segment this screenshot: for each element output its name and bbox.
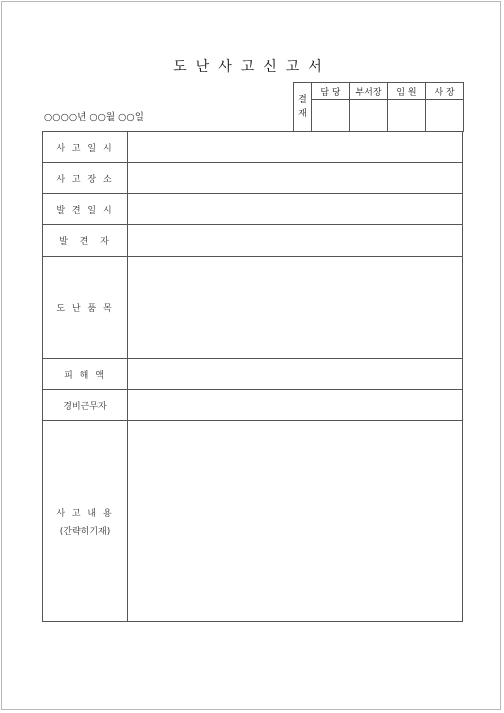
approval-label (294, 83, 312, 132)
table-row (43, 257, 463, 359)
table-row (43, 359, 463, 390)
field-incident-datetime[interactable] (128, 132, 463, 163)
approval-sign-manager[interactable] (350, 100, 388, 132)
table-row (43, 194, 463, 225)
label-incident-location: 사 고 장 소 (43, 163, 128, 194)
approval-header-executive: 임 원 (388, 83, 426, 100)
field-incident-location[interactable] (128, 163, 463, 194)
report-table (42, 131, 463, 622)
approval-label-top: 결 (298, 95, 307, 105)
label-damage-amount: 피 해 액 (43, 359, 128, 390)
date-line: ○○○○년 ○○월 ○○일 (44, 112, 144, 123)
approval-sign-executive[interactable] (388, 100, 426, 132)
table-row (43, 390, 463, 421)
field-stolen-items[interactable] (128, 257, 463, 359)
label-incident-details-text: 사 고 내 용 (56, 508, 114, 519)
approval-label-bottom: 재 (298, 109, 307, 119)
label-incident-details (43, 421, 128, 622)
approval-header-president: 사 장 (426, 83, 464, 100)
table-row (43, 421, 463, 622)
approval-box (293, 82, 464, 132)
label-discovery-datetime: 발 견 일 시 (43, 194, 128, 225)
field-damage-amount[interactable] (128, 359, 463, 390)
label-security-guard: 경비근무자 (43, 390, 128, 421)
label-discoverer: 발 견 자 (43, 225, 128, 257)
approval-sign-staff[interactable] (312, 100, 350, 132)
label-incident-datetime: 사 고 일 시 (43, 132, 128, 163)
table-row (43, 132, 463, 163)
approval-header-staff: 담 당 (312, 83, 350, 100)
field-incident-details[interactable] (128, 421, 463, 622)
approval-sign-president[interactable] (426, 100, 464, 132)
table-row (43, 163, 463, 194)
label-stolen-items: 도 난 품 목 (43, 257, 128, 359)
field-security-guard[interactable] (128, 390, 463, 421)
field-discoverer[interactable] (128, 225, 463, 257)
field-discovery-datetime[interactable] (128, 194, 463, 225)
label-incident-details-sub: (간략히기재) (59, 526, 111, 537)
approval-header-manager: 부서장 (350, 83, 388, 100)
table-row (43, 225, 463, 257)
form-title: 도난사고신고서 (173, 59, 331, 75)
